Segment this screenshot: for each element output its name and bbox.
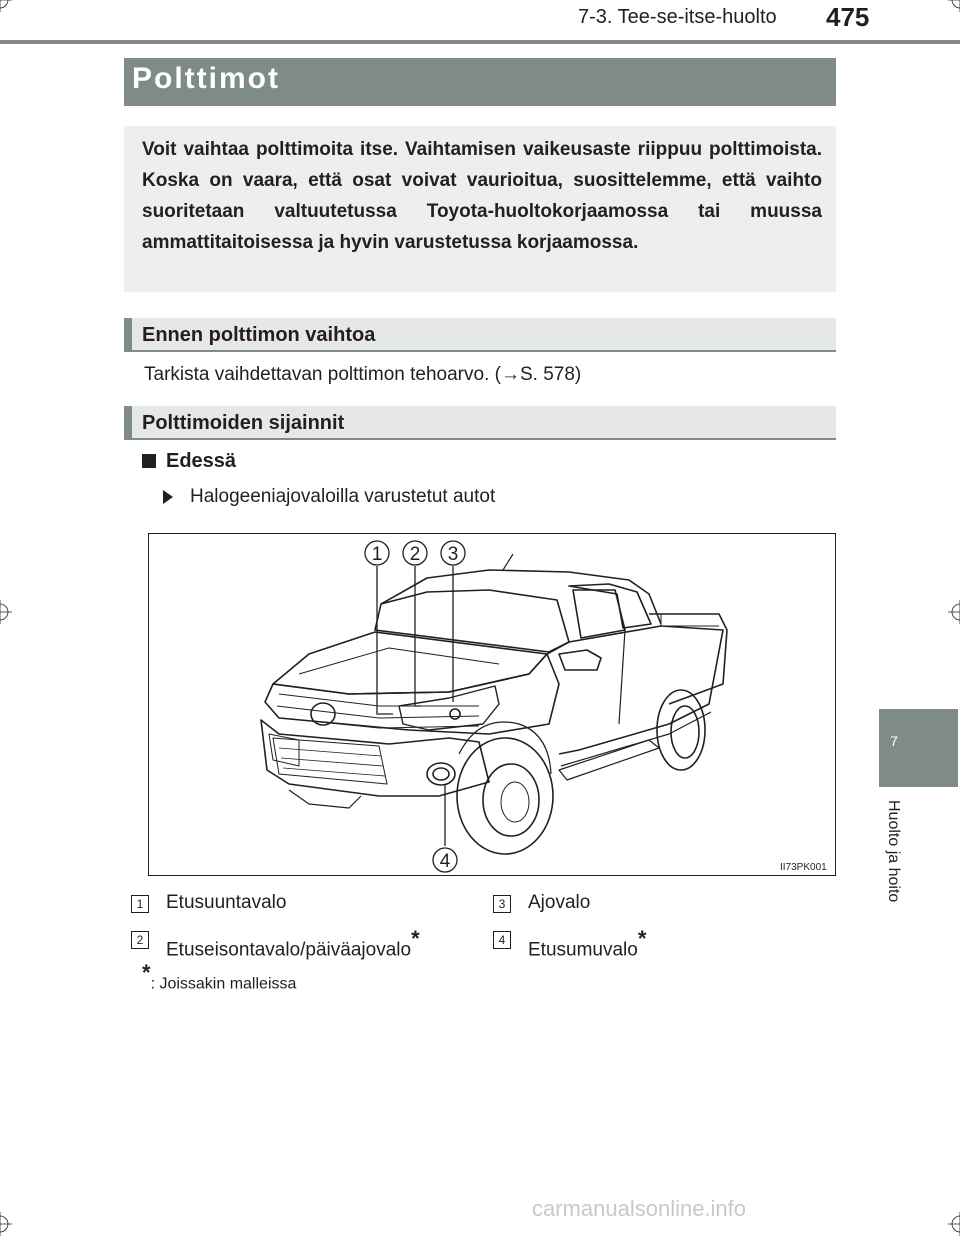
svg-text:1: 1	[371, 544, 383, 565]
arrow-bullet-icon	[163, 490, 173, 504]
svg-text:3: 3	[447, 544, 459, 565]
footnote: *: Joissakin malleissa	[142, 960, 297, 993]
svg-text:2: 2	[409, 544, 421, 565]
callout-layer	[149, 534, 835, 875]
legend-number-2: 2	[131, 931, 149, 949]
legend-number-1: 1	[131, 895, 149, 913]
registration-mark-icon	[0, 0, 12, 12]
intro-paragraph: Voit vaihtaa polttimoita itse. Vaihtamisen vaikeusaste riippuu polttimoista. Koska on vaara, että osat voivat vaurioitua, suosittelemme, että vaihto suoritetaan valtuutetussa Toyota-huoltokorjaamossa tai muussa ammattitaitoisessa ja hyvin varustetussa korjaamossa.	[142, 139, 822, 253]
svg-text:4: 4	[439, 851, 451, 872]
registration-mark-icon	[0, 600, 12, 624]
registration-mark-icon	[948, 0, 960, 12]
legend-label-3: Ajovalo	[528, 892, 591, 913]
variant-text: Halogeeniajovaloilla varustetut autot	[190, 486, 496, 507]
callout-3	[441, 541, 465, 565]
section-heading-bulb-locations: Polttimoiden sijainnit	[142, 412, 345, 434]
square-bullet-icon	[142, 454, 156, 468]
legend-label-1: Etusuuntavalo	[166, 892, 287, 913]
legend-number-3: 3	[493, 895, 511, 913]
callout-1	[365, 541, 389, 565]
legend-label-4: Etusumuvalo*	[528, 926, 647, 961]
page-number: 475	[826, 2, 870, 32]
section-heading-before-replacement: Ennen polttimon vaihtoa	[142, 324, 376, 346]
figure-code: II73PK001	[780, 862, 827, 873]
chapter-number: 7	[890, 733, 898, 749]
callout-4	[433, 848, 457, 872]
callout-2	[403, 541, 427, 565]
truck-illustration	[148, 533, 836, 876]
front-subheading: Edessä	[166, 450, 237, 472]
header-divider	[0, 40, 960, 44]
legend-number-4: 4	[493, 931, 511, 949]
registration-mark-icon	[948, 1212, 960, 1236]
page-title: Polttimot	[132, 62, 280, 95]
watermark: carmanualsonline.info	[532, 1196, 747, 1221]
check-wattage-text: Tarkista vaihdettavan polttimon tehoarvo. (→S. 578)	[144, 364, 582, 385]
header-section-title: 7-3. Tee-se-itse-huolto	[578, 6, 777, 28]
registration-mark-icon	[0, 1212, 12, 1236]
registration-mark-icon	[948, 600, 960, 624]
chapter-label: Huolto ja hoito	[885, 800, 902, 903]
legend-label-2: Etuseisontavalo/päiväajovalo*	[166, 926, 420, 961]
